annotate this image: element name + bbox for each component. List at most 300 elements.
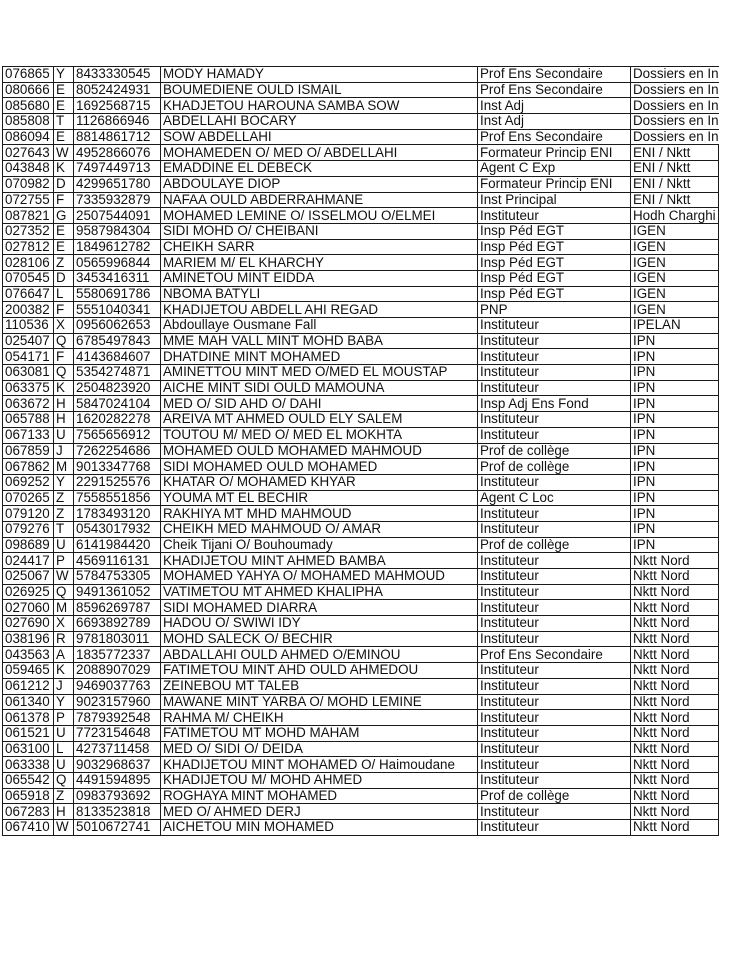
- table-row: [3, 318, 719, 334]
- structure-cell: Nktt Nord: [631, 741, 719, 757]
- name-cell: AICHETOU MIN MOHAMED: [161, 820, 478, 836]
- matricule-cell: 063338: [3, 757, 54, 773]
- structure-cell: IPN: [631, 396, 719, 412]
- structure-cell: Nktt Nord: [631, 647, 719, 663]
- nni-cell: 1126866946: [74, 114, 161, 130]
- structure-cell: Nktt Nord: [631, 600, 719, 616]
- structure-cell: IGEN: [631, 302, 719, 318]
- nni-cell: 9023157960: [74, 694, 161, 710]
- name-cell: YOUMA MT EL BECHIR: [161, 490, 478, 506]
- matricule-cell: 065542: [3, 772, 54, 788]
- grade-cell: Instituteur: [478, 584, 631, 600]
- structure-cell: IPN: [631, 333, 719, 349]
- structure-cell: IPELAN: [631, 318, 719, 334]
- table-row: [3, 537, 719, 553]
- table-row: [3, 772, 719, 788]
- matricule-cell: 067283: [3, 804, 54, 820]
- matricule-cell: 025407: [3, 333, 54, 349]
- grade-cell: Instituteur: [478, 772, 631, 788]
- key-letter-cell: J: [54, 678, 74, 694]
- nni-cell: 0543017932: [74, 521, 161, 537]
- grade-cell: Prof de collège: [478, 537, 631, 553]
- matricule-cell: 087821: [3, 208, 54, 224]
- personnel-table-body: [3, 67, 719, 836]
- name-cell: Cheik Tijani O/ Bouhoumady: [161, 537, 478, 553]
- grade-cell: Instituteur: [478, 380, 631, 396]
- nni-cell: 9587984304: [74, 223, 161, 239]
- matricule-cell: 043848: [3, 161, 54, 177]
- table-row: [3, 710, 719, 726]
- table-row: [3, 584, 719, 600]
- name-cell: SIDI MOHAMED OULD MOHAMED: [161, 459, 478, 475]
- table-row: [3, 647, 719, 663]
- table-row: [3, 82, 719, 98]
- personnel-table: [2, 66, 719, 836]
- grade-cell: Instituteur: [478, 521, 631, 537]
- nni-cell: 4299651780: [74, 176, 161, 192]
- name-cell: TOUTOU M/ MED O/ MED EL MOKHTA: [161, 427, 478, 443]
- structure-cell: IPN: [631, 412, 719, 428]
- grade-cell: Insp Péd EGT: [478, 239, 631, 255]
- structure-cell: IPN: [631, 365, 719, 381]
- matricule-cell: 085808: [3, 114, 54, 130]
- matricule-cell: 061521: [3, 725, 54, 741]
- key-letter-cell: Q: [54, 365, 74, 381]
- name-cell: HADOU O/ SWIWI IDY: [161, 616, 478, 632]
- key-letter-cell: L: [54, 286, 74, 302]
- matricule-cell: 026925: [3, 584, 54, 600]
- structure-cell: Nktt Nord: [631, 569, 719, 585]
- grade-cell: Insp Péd EGT: [478, 286, 631, 302]
- structure-cell: IPN: [631, 427, 719, 443]
- matricule-cell: 061340: [3, 694, 54, 710]
- name-cell: MOHAMEDEN O/ MED O/ ABDELLAHI: [161, 145, 478, 161]
- structure-cell: Dossiers en In: [631, 82, 719, 98]
- key-letter-cell: Y: [54, 694, 74, 710]
- grade-cell: Prof Ens Secondaire: [478, 647, 631, 663]
- grade-cell: Instituteur: [478, 725, 631, 741]
- table-row: [3, 145, 719, 161]
- structure-cell: IGEN: [631, 286, 719, 302]
- grade-cell: Instituteur: [478, 694, 631, 710]
- grade-cell: Inst Adj: [478, 114, 631, 130]
- structure-cell: Nktt Nord: [631, 694, 719, 710]
- grade-cell: Formateur Princip ENI: [478, 145, 631, 161]
- matricule-cell: 027690: [3, 616, 54, 632]
- name-cell: KHADIJETOU MINT MOHAMED O/ Haimoudane: [161, 757, 478, 773]
- matricule-cell: 072755: [3, 192, 54, 208]
- grade-cell: Instituteur: [478, 631, 631, 647]
- nni-cell: 8052424931: [74, 82, 161, 98]
- matricule-cell: 043563: [3, 647, 54, 663]
- table-row: [3, 757, 719, 773]
- structure-cell: IPN: [631, 521, 719, 537]
- key-letter-cell: P: [54, 710, 74, 726]
- name-cell: KHADIJETOU MINT AHMED BAMBA: [161, 553, 478, 569]
- structure-cell: Nktt Nord: [631, 772, 719, 788]
- table-row: [3, 600, 719, 616]
- structure-cell: Nktt Nord: [631, 804, 719, 820]
- nni-cell: 5551040341: [74, 302, 161, 318]
- table-row: [3, 569, 719, 585]
- matricule-cell: 025067: [3, 569, 54, 585]
- matricule-cell: 085680: [3, 98, 54, 114]
- name-cell: AMINETOU MINT EIDDA: [161, 270, 478, 286]
- matricule-cell: 070265: [3, 490, 54, 506]
- matricule-cell: 063375: [3, 380, 54, 396]
- name-cell: MME MAH VALL MINT MOHD BABA: [161, 333, 478, 349]
- table-row: [3, 553, 719, 569]
- structure-cell: IPN: [631, 537, 719, 553]
- name-cell: RAKHIYA MT MHD MAHMOUD: [161, 506, 478, 522]
- structure-cell: Nktt Nord: [631, 820, 719, 836]
- matricule-cell: 027643: [3, 145, 54, 161]
- table-row: [3, 176, 719, 192]
- matricule-cell: 070982: [3, 176, 54, 192]
- grade-cell: Instituteur: [478, 663, 631, 679]
- grade-cell: Instituteur: [478, 757, 631, 773]
- nni-cell: 1849612782: [74, 239, 161, 255]
- grade-cell: Insp Adj Ens Fond: [478, 396, 631, 412]
- name-cell: VATIMETOU MT AHMED KHALIPHA: [161, 584, 478, 600]
- key-letter-cell: U: [54, 427, 74, 443]
- nni-cell: 6141984420: [74, 537, 161, 553]
- grade-cell: Instituteur: [478, 474, 631, 490]
- name-cell: ZEINEBOU MT TALEB: [161, 678, 478, 694]
- nni-cell: 5010672741: [74, 820, 161, 836]
- matricule-cell: 067862: [3, 459, 54, 475]
- name-cell: KHADJETOU HAROUNA SAMBA SOW: [161, 98, 478, 114]
- grade-cell: Instituteur: [478, 741, 631, 757]
- table-row: [3, 349, 719, 365]
- matricule-cell: 063100: [3, 741, 54, 757]
- grade-cell: Instituteur: [478, 349, 631, 365]
- nni-cell: 8133523818: [74, 804, 161, 820]
- nni-cell: 7335932879: [74, 192, 161, 208]
- grade-cell: Prof Ens Secondaire: [478, 67, 631, 83]
- grade-cell: Inst Adj: [478, 98, 631, 114]
- key-letter-cell: Z: [54, 506, 74, 522]
- structure-cell: ENI / Nktt: [631, 161, 719, 177]
- name-cell: ABDOULAYE DIOP: [161, 176, 478, 192]
- matricule-cell: 076647: [3, 286, 54, 302]
- key-letter-cell: A: [54, 647, 74, 663]
- structure-cell: Hodh Charghi: [631, 208, 719, 224]
- key-letter-cell: G: [54, 208, 74, 224]
- structure-cell: ENI / Nktt: [631, 145, 719, 161]
- key-letter-cell: W: [54, 569, 74, 585]
- nni-cell: 1783493120: [74, 506, 161, 522]
- nni-cell: 4491594895: [74, 772, 161, 788]
- nni-cell: 5354274871: [74, 365, 161, 381]
- table-row: [3, 161, 719, 177]
- key-letter-cell: F: [54, 192, 74, 208]
- name-cell: MOHAMED YAHYA O/ MOHAMED MAHMOUD: [161, 569, 478, 585]
- key-letter-cell: Y: [54, 67, 74, 83]
- matricule-cell: 200382: [3, 302, 54, 318]
- structure-cell: Dossiers en In: [631, 67, 719, 83]
- key-letter-cell: E: [54, 98, 74, 114]
- key-letter-cell: U: [54, 757, 74, 773]
- structure-cell: IPN: [631, 380, 719, 396]
- nni-cell: 8596269787: [74, 600, 161, 616]
- matricule-cell: 061378: [3, 710, 54, 726]
- table-row: [3, 98, 719, 114]
- name-cell: SOW ABDELLAHI: [161, 129, 478, 145]
- table-row: [3, 631, 719, 647]
- key-letter-cell: Z: [54, 788, 74, 804]
- table-row: [3, 255, 719, 271]
- name-cell: SIDI MOHD O/ CHEIBANI: [161, 223, 478, 239]
- grade-cell: Insp Péd EGT: [478, 255, 631, 271]
- matricule-cell: 086094: [3, 129, 54, 145]
- table-row: [3, 365, 719, 381]
- table-row: [3, 506, 719, 522]
- grade-cell: Instituteur: [478, 616, 631, 632]
- matricule-cell: 067859: [3, 443, 54, 459]
- nni-cell: 2507544091: [74, 208, 161, 224]
- nni-cell: 0983793692: [74, 788, 161, 804]
- matricule-cell: 067410: [3, 820, 54, 836]
- structure-cell: ENI / Nktt: [631, 176, 719, 192]
- table-row: [3, 474, 719, 490]
- nni-cell: 7262254686: [74, 443, 161, 459]
- matricule-cell: 110536: [3, 318, 54, 334]
- matricule-cell: 024417: [3, 553, 54, 569]
- structure-cell: Dossiers en In: [631, 129, 719, 145]
- matricule-cell: 076865: [3, 67, 54, 83]
- name-cell: EMADDINE EL DEBECK: [161, 161, 478, 177]
- key-letter-cell: U: [54, 537, 74, 553]
- key-letter-cell: Q: [54, 584, 74, 600]
- grade-cell: Instituteur: [478, 553, 631, 569]
- nni-cell: 0956062653: [74, 318, 161, 334]
- structure-cell: Dossiers en In: [631, 114, 719, 130]
- nni-cell: 3453416311: [74, 270, 161, 286]
- grade-cell: Agent C Exp: [478, 161, 631, 177]
- key-letter-cell: F: [54, 349, 74, 365]
- grade-cell: PNP: [478, 302, 631, 318]
- key-letter-cell: W: [54, 820, 74, 836]
- nni-cell: 2088907029: [74, 663, 161, 679]
- nni-cell: 1835772337: [74, 647, 161, 663]
- name-cell: FATIMETOU MINT AHD OULD AHMEDOU: [161, 663, 478, 679]
- table-row: [3, 490, 719, 506]
- nni-cell: 7497449713: [74, 161, 161, 177]
- table-row: [3, 270, 719, 286]
- name-cell: KHATAR O/ MOHAMED KHYAR: [161, 474, 478, 490]
- table-row: [3, 396, 719, 412]
- key-letter-cell: Z: [54, 490, 74, 506]
- key-letter-cell: K: [54, 663, 74, 679]
- name-cell: MOHAMED OULD MOHAMED MAHMOUD: [161, 443, 478, 459]
- matricule-cell: 061212: [3, 678, 54, 694]
- name-cell: MAWANE MINT YARBA O/ MOHD LEMINE: [161, 694, 478, 710]
- matricule-cell: 027812: [3, 239, 54, 255]
- key-letter-cell: Y: [54, 474, 74, 490]
- key-letter-cell: T: [54, 114, 74, 130]
- nni-cell: 5580691786: [74, 286, 161, 302]
- nni-cell: 2291525576: [74, 474, 161, 490]
- name-cell: RAHMA M/ CHEIKH: [161, 710, 478, 726]
- name-cell: KHADIJETOU ABDELL AHI REGAD: [161, 302, 478, 318]
- grade-cell: Instituteur: [478, 710, 631, 726]
- matricule-cell: 069252: [3, 474, 54, 490]
- table-row: [3, 208, 719, 224]
- matricule-cell: 065788: [3, 412, 54, 428]
- structure-cell: Nktt Nord: [631, 584, 719, 600]
- structure-cell: IPN: [631, 443, 719, 459]
- nni-cell: 7558551856: [74, 490, 161, 506]
- name-cell: ABDELLAHI BOCARY: [161, 114, 478, 130]
- name-cell: FATIMETOU MT MOHD MAHAM: [161, 725, 478, 741]
- structure-cell: IGEN: [631, 255, 719, 271]
- key-letter-cell: E: [54, 223, 74, 239]
- key-letter-cell: E: [54, 239, 74, 255]
- structure-cell: IPN: [631, 506, 719, 522]
- key-letter-cell: Q: [54, 772, 74, 788]
- table-row: [3, 788, 719, 804]
- table-row: [3, 333, 719, 349]
- structure-cell: Dossiers en In: [631, 98, 719, 114]
- grade-cell: Insp Péd EGT: [478, 270, 631, 286]
- name-cell: MED O/ SID AHD O/ DAHI: [161, 396, 478, 412]
- nni-cell: 1620282278: [74, 412, 161, 428]
- grade-cell: Instituteur: [478, 333, 631, 349]
- grade-cell: Instituteur: [478, 569, 631, 585]
- table-row: [3, 114, 719, 130]
- key-letter-cell: K: [54, 161, 74, 177]
- grade-cell: Insp Péd EGT: [478, 223, 631, 239]
- structure-cell: Nktt Nord: [631, 631, 719, 647]
- table-row: [3, 663, 719, 679]
- structure-cell: IGEN: [631, 223, 719, 239]
- nni-cell: 0565996844: [74, 255, 161, 271]
- nni-cell: 1692568715: [74, 98, 161, 114]
- structure-cell: IPN: [631, 459, 719, 475]
- key-letter-cell: M: [54, 600, 74, 616]
- key-letter-cell: H: [54, 804, 74, 820]
- name-cell: ABDALLAHI OULD AHMED O/EMINOU: [161, 647, 478, 663]
- structure-cell: ENI / Nktt: [631, 192, 719, 208]
- grade-cell: Instituteur: [478, 318, 631, 334]
- table-row: [3, 725, 719, 741]
- key-letter-cell: E: [54, 129, 74, 145]
- nni-cell: 5784753305: [74, 569, 161, 585]
- structure-cell: IPN: [631, 349, 719, 365]
- name-cell: AICHE MINT SIDI OULD MAMOUNA: [161, 380, 478, 396]
- structure-cell: Nktt Nord: [631, 757, 719, 773]
- name-cell: AREIVA MT AHMED OULD ELY SALEM: [161, 412, 478, 428]
- key-letter-cell: D: [54, 270, 74, 286]
- name-cell: Abdoullaye Ousmane Fall: [161, 318, 478, 334]
- nni-cell: 7565656912: [74, 427, 161, 443]
- nni-cell: 9013347768: [74, 459, 161, 475]
- table-row: [3, 694, 719, 710]
- matricule-cell: 065918: [3, 788, 54, 804]
- key-letter-cell: R: [54, 631, 74, 647]
- key-letter-cell: U: [54, 725, 74, 741]
- grade-cell: Prof de collège: [478, 443, 631, 459]
- matricule-cell: 079120: [3, 506, 54, 522]
- table-row: [3, 302, 719, 318]
- nni-cell: 4569116131: [74, 553, 161, 569]
- table-row: [3, 286, 719, 302]
- grade-cell: Prof Ens Secondaire: [478, 82, 631, 98]
- name-cell: MED O/ AHMED DERJ: [161, 804, 478, 820]
- grade-cell: Instituteur: [478, 365, 631, 381]
- table-row: [3, 741, 719, 757]
- key-letter-cell: X: [54, 318, 74, 334]
- structure-cell: IGEN: [631, 239, 719, 255]
- matricule-cell: 080666: [3, 82, 54, 98]
- table-row: [3, 67, 719, 83]
- key-letter-cell: P: [54, 553, 74, 569]
- table-row: [3, 239, 719, 255]
- name-cell: MARIEM M/ EL KHARCHY: [161, 255, 478, 271]
- grade-cell: Agent C Loc: [478, 490, 631, 506]
- matricule-cell: 038196: [3, 631, 54, 647]
- name-cell: SIDI MOHAMED DIARRA: [161, 600, 478, 616]
- structure-cell: Nktt Nord: [631, 663, 719, 679]
- table-row: [3, 820, 719, 836]
- structure-cell: Nktt Nord: [631, 616, 719, 632]
- nni-cell: 5847024104: [74, 396, 161, 412]
- matricule-cell: 027352: [3, 223, 54, 239]
- matricule-cell: 063081: [3, 365, 54, 381]
- grade-cell: Inst Principal: [478, 192, 631, 208]
- nni-cell: 2504823920: [74, 380, 161, 396]
- key-letter-cell: D: [54, 176, 74, 192]
- nni-cell: 7723154648: [74, 725, 161, 741]
- matricule-cell: 070545: [3, 270, 54, 286]
- key-letter-cell: Z: [54, 255, 74, 271]
- nni-cell: 6785497843: [74, 333, 161, 349]
- table-row: [3, 459, 719, 475]
- table-row: [3, 678, 719, 694]
- key-letter-cell: M: [54, 459, 74, 475]
- grade-cell: Instituteur: [478, 506, 631, 522]
- name-cell: MOHAMED LEMINE O/ ISSELMOU O/ELMEI: [161, 208, 478, 224]
- name-cell: BOUMEDIENE OULD ISMAIL: [161, 82, 478, 98]
- name-cell: ROGHAYA MINT MOHAMED: [161, 788, 478, 804]
- key-letter-cell: W: [54, 145, 74, 161]
- grade-cell: Prof Ens Secondaire: [478, 129, 631, 145]
- table-row: [3, 129, 719, 145]
- grade-cell: Formateur Princip ENI: [478, 176, 631, 192]
- table-row: [3, 192, 719, 208]
- key-letter-cell: T: [54, 521, 74, 537]
- matricule-cell: 063672: [3, 396, 54, 412]
- name-cell: KHADIJETOU M/ MOHD AHMED: [161, 772, 478, 788]
- structure-cell: Nktt Nord: [631, 553, 719, 569]
- matricule-cell: 028106: [3, 255, 54, 271]
- structure-cell: Nktt Nord: [631, 678, 719, 694]
- name-cell: NBOMA BATYLI: [161, 286, 478, 302]
- grade-cell: Instituteur: [478, 804, 631, 820]
- matricule-cell: 079276: [3, 521, 54, 537]
- table-row: [3, 616, 719, 632]
- grade-cell: Instituteur: [478, 820, 631, 836]
- key-letter-cell: H: [54, 396, 74, 412]
- table-row: [3, 223, 719, 239]
- grade-cell: Instituteur: [478, 427, 631, 443]
- table-row: [3, 443, 719, 459]
- key-letter-cell: K: [54, 380, 74, 396]
- grade-cell: Instituteur: [478, 412, 631, 428]
- structure-cell: Nktt Nord: [631, 725, 719, 741]
- structure-cell: Nktt Nord: [631, 788, 719, 804]
